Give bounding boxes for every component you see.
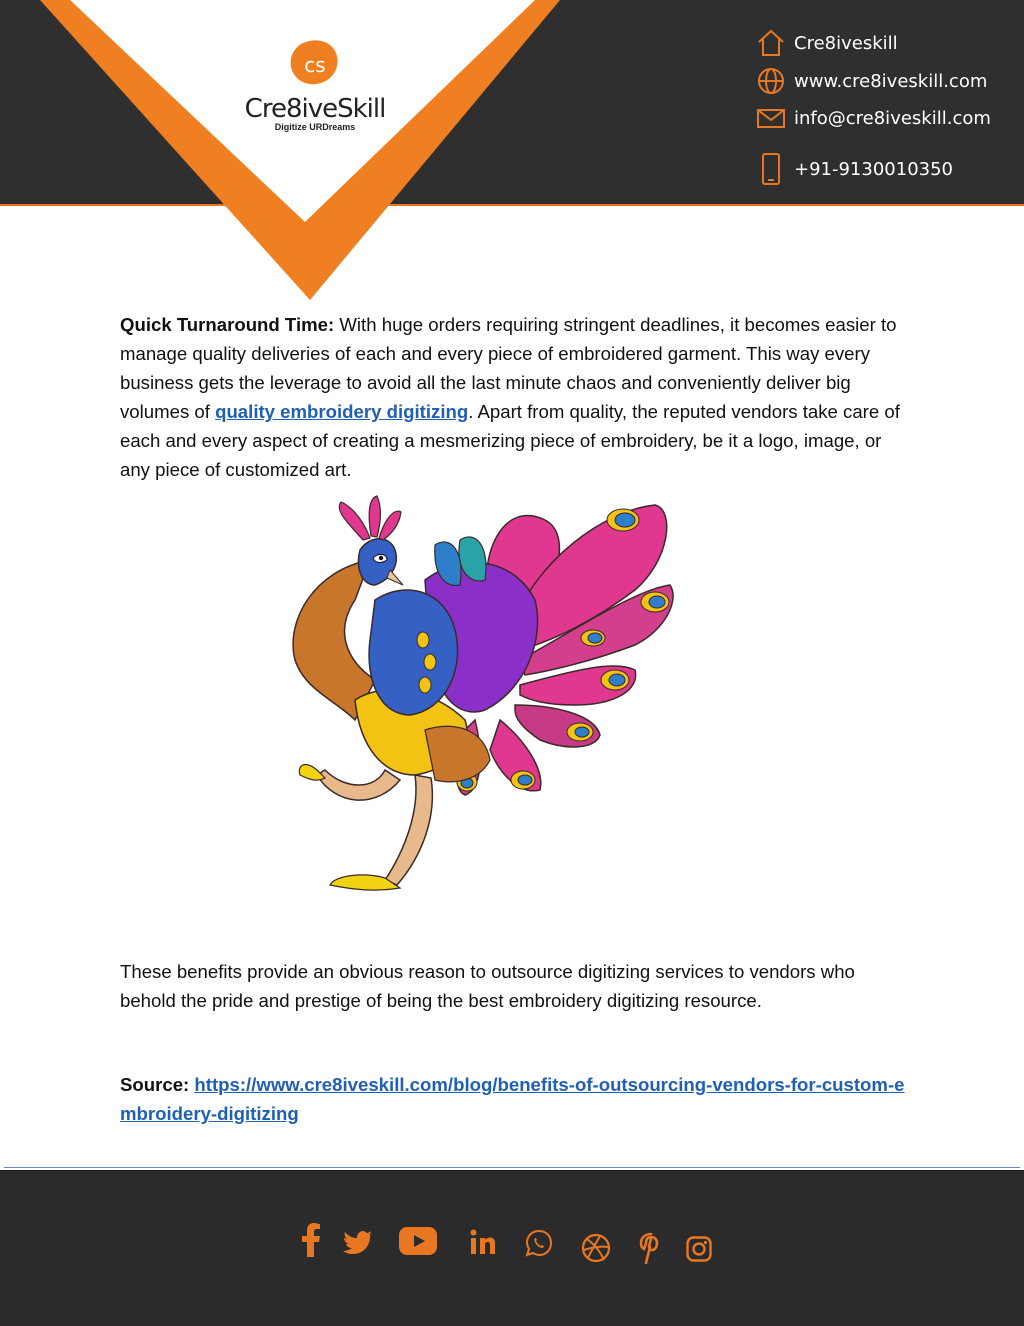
- contact-website-text: www.cre8iveskill.com: [794, 70, 988, 92]
- source-url-link[interactable]: https://www.cre8iveskill.com/blog/benefits-of-outsourcing-vendors-for-custom-embroidery-digitizing: [120, 1074, 905, 1124]
- logo-mark-icon: [287, 38, 343, 90]
- turnaround-text-after: . Apart from quality, the reputed vendors take care of each and every aspect of creating a mesmerizing piece of embroidery, be it a logo, image, or any piece of customized art.: [120, 401, 900, 480]
- paragraph-turnaround: [120, 310, 910, 484]
- breast-blue: [369, 590, 458, 715]
- contact-email-text: info@cre8iveskill.com: [794, 107, 991, 129]
- youtube-icon[interactable]: [398, 1226, 438, 1256]
- pinterest-icon[interactable]: [636, 1232, 666, 1264]
- dribbble-icon[interactable]: [580, 1232, 612, 1264]
- footer-bar: [0, 1170, 1024, 1326]
- facebook-icon[interactable]: [298, 1222, 324, 1258]
- logo-brand: Cre8iveSkill: [244, 94, 386, 124]
- whatsapp-icon[interactable]: [524, 1228, 554, 1258]
- contact-website[interactable]: [754, 64, 987, 98]
- logo-tagline: Digitize URDreams: [274, 122, 356, 132]
- footer-divider: [4, 1167, 1020, 1168]
- peacock-embroidery-image: [275, 490, 685, 910]
- globe-icon: [754, 64, 788, 98]
- source-label: Source:: [120, 1074, 190, 1095]
- contact-company-text: Cre8iveskill: [794, 32, 898, 54]
- svg-text:cs: cs: [304, 53, 326, 77]
- linkedin-icon[interactable]: [468, 1228, 498, 1256]
- legs: [317, 770, 432, 885]
- contact-phone[interactable]: [754, 152, 953, 186]
- contact-company[interactable]: [754, 26, 898, 60]
- mail-icon: [754, 101, 788, 135]
- turnaround-text-before: With huge orders requiring stringent deadlines, it becomes easier to manage quality deliveries of each and every piece of embroidered garment. This way every business gets the leverage to avoid all the last minute chaos and conveniently deliver big volumes of: [120, 314, 897, 422]
- paragraph-benefits: These benefits provide an obvious reason to outsource digitizing services to vendors who behold the pride and prestige of being the best embroidery digitizing resource.: [120, 961, 855, 1011]
- crest-pink: [339, 496, 401, 540]
- instagram-icon[interactable]: [684, 1234, 714, 1264]
- home-icon: [754, 26, 788, 60]
- source-line: [120, 1070, 910, 1128]
- contact-phone-text: +91-9130010350: [794, 158, 954, 180]
- quality-digitizing-link[interactable]: quality embroidery digitizing: [215, 401, 469, 422]
- turnaround-label: Quick Turnaround Time:: [120, 314, 335, 335]
- logo[interactable]: [240, 38, 390, 132]
- contact-email[interactable]: [754, 101, 991, 135]
- twitter-icon[interactable]: [342, 1230, 374, 1256]
- phone-icon: [754, 152, 788, 186]
